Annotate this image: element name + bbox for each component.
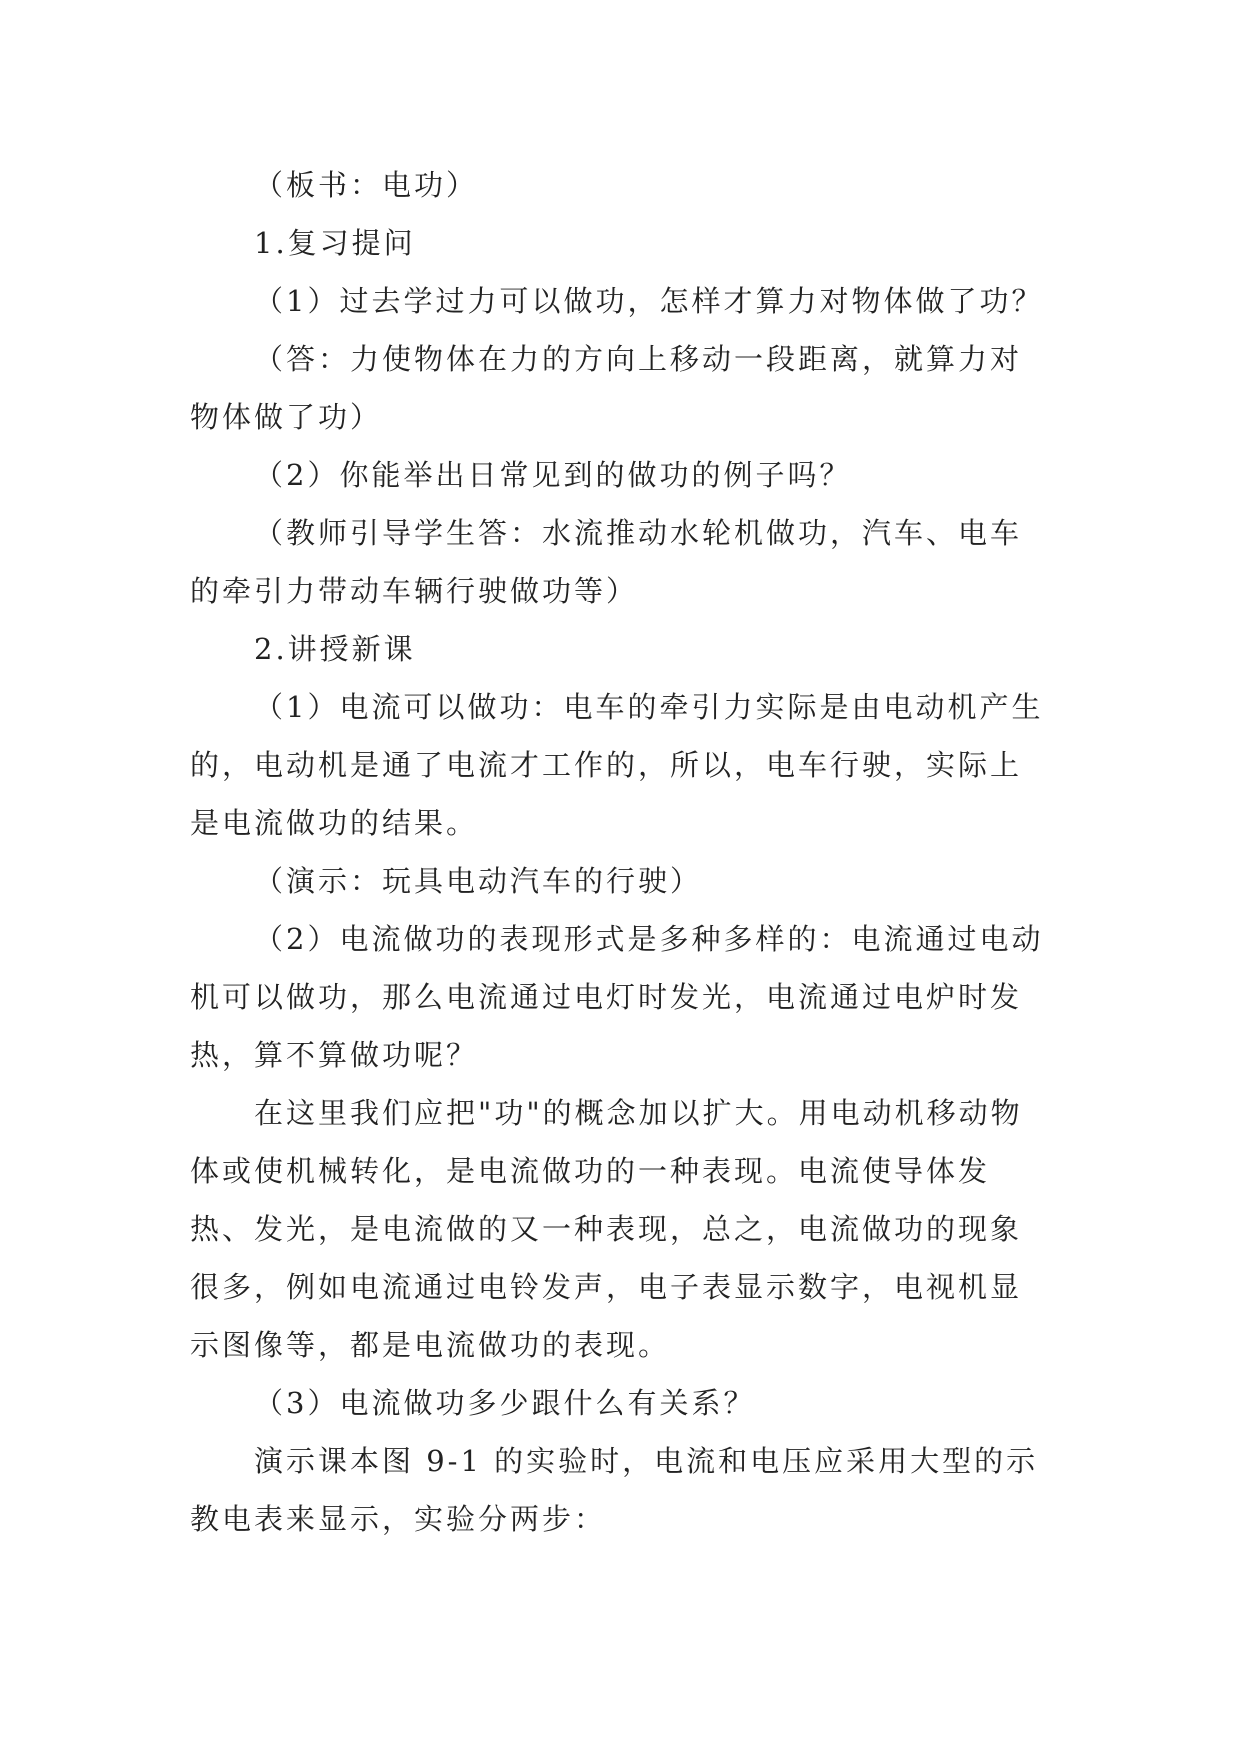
document-body: [190, 156, 1050, 1548]
question-2-paragraph: （2）你能举出日常见到的做功的例子吗？: [254, 458, 852, 492]
answer-1-paragraph: （答：力使物体在力的方向上移动一段距离，就算力对物体做了功）: [190, 342, 1023, 434]
demo-toy-car-paragraph: （演示：玩具电动汽车的行驶）: [254, 864, 703, 898]
section-heading-new-lesson: 2.讲授新课: [254, 632, 416, 666]
question-1-paragraph: （1）过去学过力可以做功，怎样才算力对物体做了功？: [254, 284, 1044, 318]
answer-2-paragraph: （教师引导学生答：水流推动水轮机做功，汽车、电车的牵引力带动车辆行驶做功等）: [190, 516, 1023, 608]
point-2-paragraph: （2）电流做功的表现形式是多种多样的：电流通过电动机可以做功，那么电流通过电灯时发光，电流通过电炉时发热，算不算做功呢？: [190, 922, 1044, 1072]
section-heading-review: 1.复习提问: [254, 226, 416, 260]
work-concept-paragraph: 在这里我们应把"功"的概念加以扩大。用电动机移动物体或使机械转化，是电流做功的一种表现。电流使导体发热、发光，是电流做的又一种表现，总之，电流做功的现象很多，例如电流通过电铃发声，电子表显示数字，电视机显示图像等，都是电流做功的表现。: [190, 1096, 1023, 1362]
point-1-paragraph: （1）电流可以做功：电车的牵引力实际是由电动机产生的，电动机是通了电流才工作的，所以，电车行驶，实际上是电流做功的结果。: [190, 690, 1044, 840]
blackboard-title-paragraph: （板书：电功）: [254, 168, 479, 202]
point-3-paragraph: （3）电流做功多少跟什么有关系？: [254, 1386, 756, 1420]
experiment-paragraph: 演示课本图 9-1 的实验时，电流和电压应采用大型的示教电表来显示，实验分两步：: [190, 1444, 1039, 1536]
